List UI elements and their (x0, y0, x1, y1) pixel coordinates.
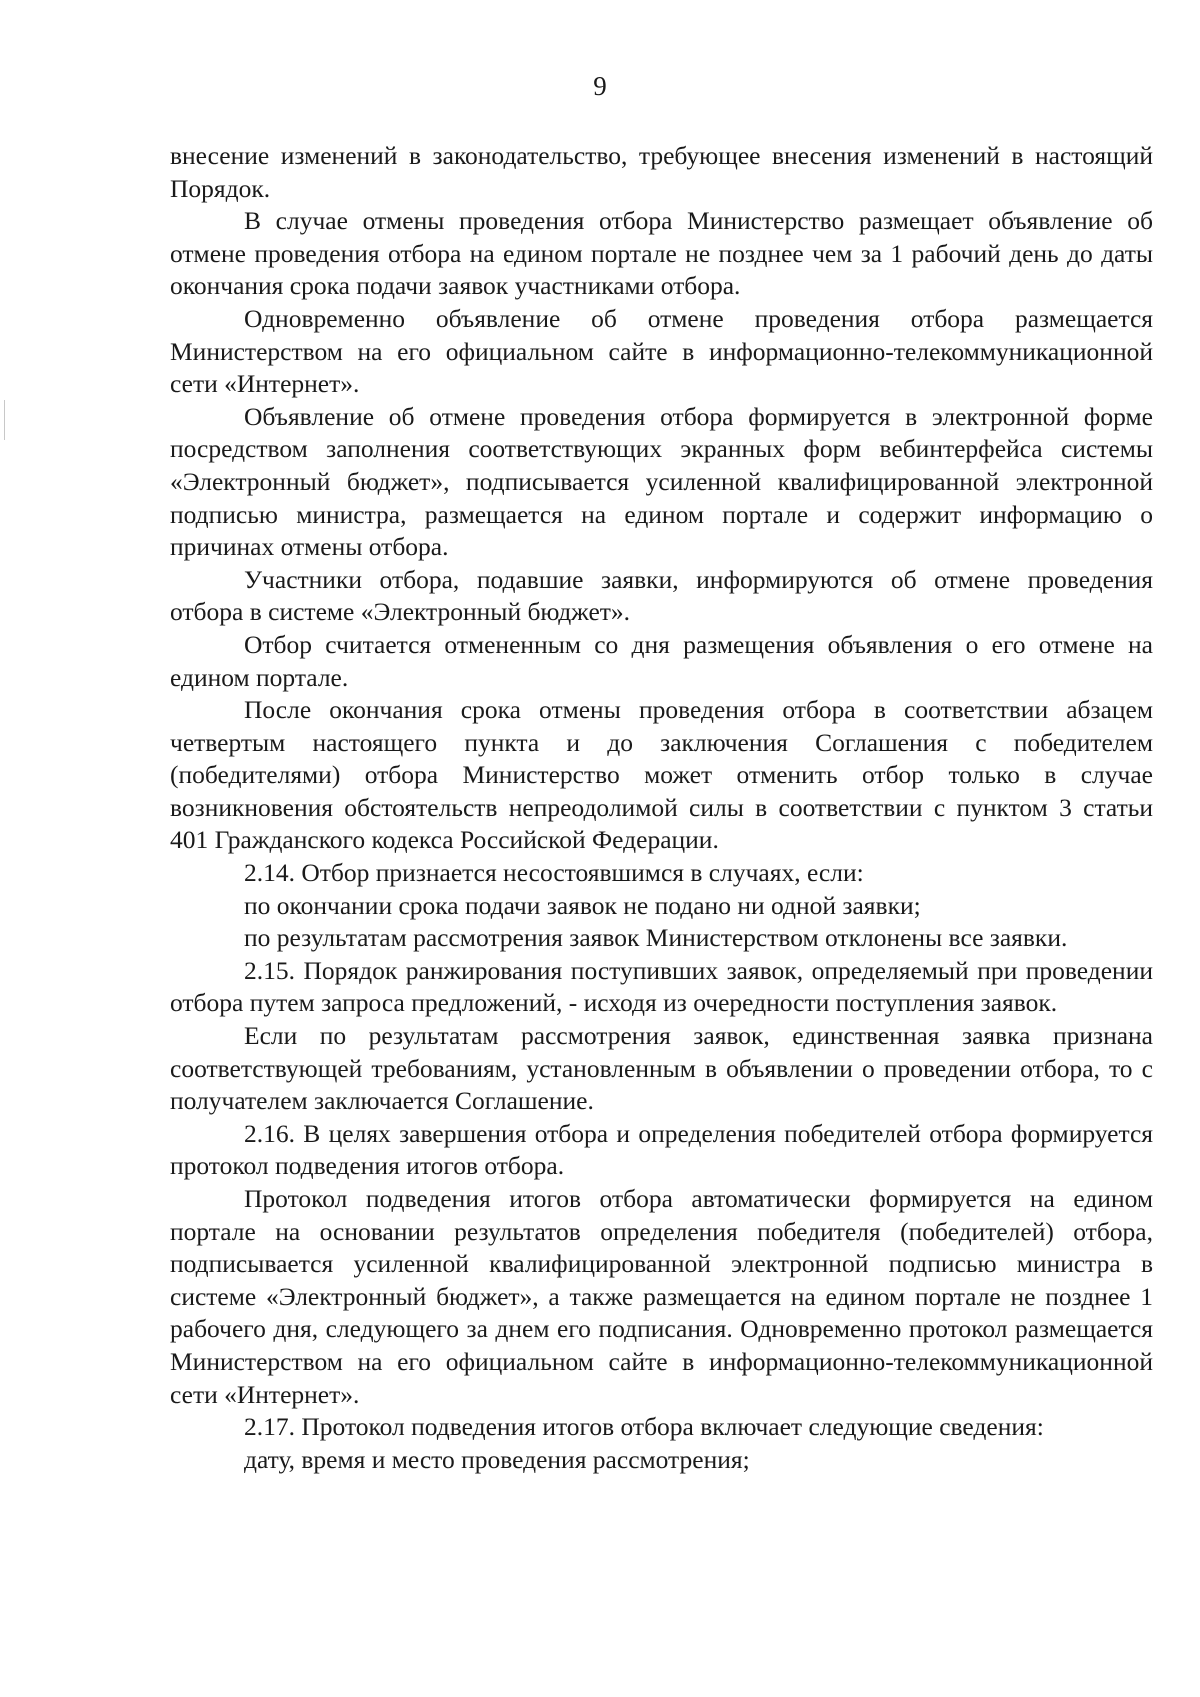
paragraph: В случае отмены проведения отбора Министерство размещает объявление об отмене проведения отбора на едином портале не позднее чем за 1 рабочий день до даты окончания срока подачи заявок участниками отбора. (170, 206, 1153, 301)
section-paragraph-2-16: 2.16. В целях завершения отбора и определения победителей отбора формируется протокол подведения итогов отбора. (170, 1118, 1153, 1181)
paragraph: по окончании срока подачи заявок не подано ни одной заявки; (244, 890, 921, 920)
scan-edge-mark (4, 400, 5, 440)
section-paragraph-2-17: 2.17. Протокол подведения итогов отбора включает следующие сведения: (244, 1412, 1044, 1442)
paragraph: внесение изменений в законодательство, требующее внесения изменений в настоящий Порядок. (170, 141, 1153, 203)
section-paragraph-2-15: 2.15. Порядок ранжирования поступивших заявок, определяемый при проведении отбора путем запроса предложений, - исходя из очередности поступления заявок. (170, 955, 1153, 1018)
page-number: 9 (593, 71, 607, 101)
paragraph: Объявление об отмене проведения отбора формируется в электронной форме посредством заполнения соответствующих экранных форм вебинтерфейса системы «Электронный бюджет», подписывается усиленной квалифицированной электронной подписью министра, размещается на едином портале и содержит информацию о причинах отмены отбора. (170, 401, 1153, 562)
paragraph: дату, время и место проведения рассмотрения; (244, 1444, 750, 1474)
section-heading-2-14: 2.14. Отбор признается несостоявшимся в случаях, если: (244, 858, 864, 888)
paragraph: Одновременно объявление об отмене проведения отбора размещается Министерством на его официальном сайте в информационно-телекоммуникационной сети «Интернет». (170, 303, 1153, 399)
paragraph: по результатам рассмотрения заявок Министерством отклонены все заявки. (244, 923, 1068, 953)
paragraph: Если по результатам рассмотрения заявок, единственная заявка признана соответствующей требованиям, установленным в объявлении о проведении отбора, то с получателем заключается Соглашение. (170, 1021, 1153, 1116)
paragraph: После окончания срока отмены проведения отбора в соответствии абзацем четвертым настоящего пункта и до заключения Соглашения с победителем (победителями) отбора Министерство может отменить отбор только в случае возникновения обстоятельств непреодолимой силы в соответствии с пунктом 3 статьи 401 Гражданского кодекса Российской Федерации. (170, 695, 1153, 855)
document-body (170, 140, 1153, 1476)
paragraph: Отбор считается отмененным со дня размещения объявления о его отмене на едином портале. (170, 629, 1153, 692)
paragraph: Протокол подведения итогов отбора автоматически формируется на едином портале на основании результатов определения победителя (победителей) отбора, подписывается усиленной квалифицированной электронной подписью министра в системе «Электронный бюджет», а также размещается на едином портале не позднее 1 рабочего дня, следующего за днем его подписания. Одновременно протокол размещается Министерством на его официальном сайте в информационно-телекоммуникационной сети «Интернет». (170, 1184, 1153, 1409)
paragraph: Участники отбора, подавшие заявки, информируются об отмене проведения отбора в системе «Электронный бюджет». (170, 564, 1153, 627)
